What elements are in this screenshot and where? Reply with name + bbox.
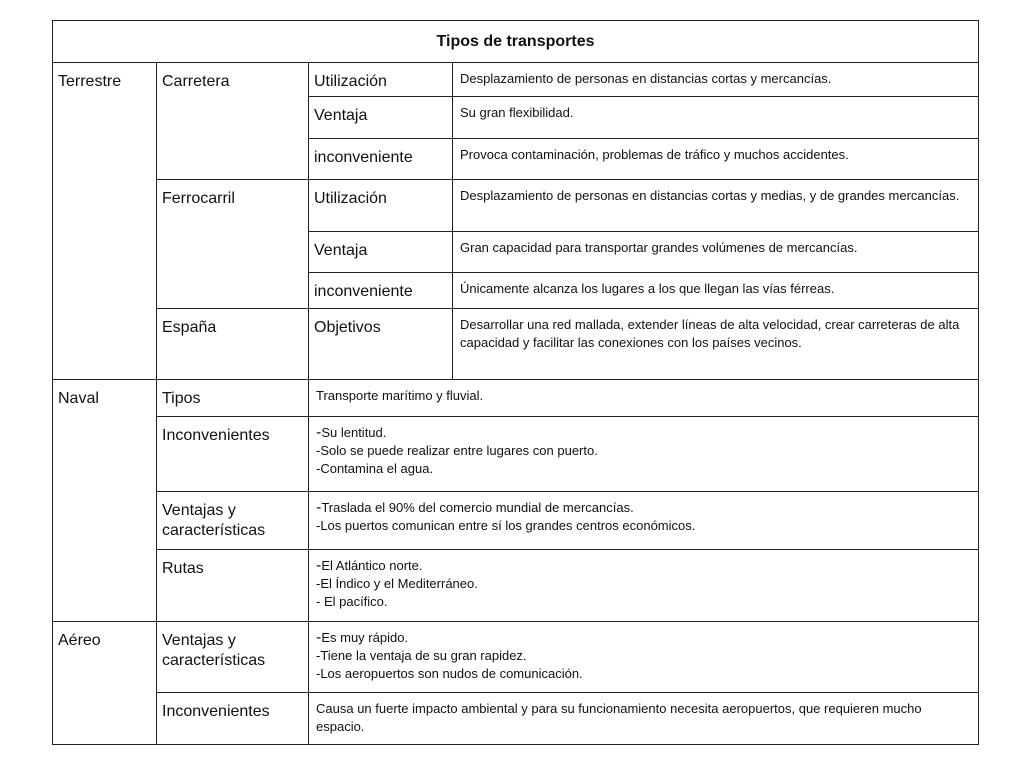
list-item: -Tiene la ventaja de su gran rapidez. [316, 648, 527, 663]
list-item: - El pacífico. [316, 594, 388, 609]
aspect-label: Ventajas y características [157, 622, 309, 693]
aspect-label: Utilización [309, 63, 453, 97]
table-title: Tipos de transportes [53, 21, 979, 63]
aspect-description: Desarrollar una red mallada, extender líneas de alta velocidad, crear carreteras de alta capacidad y facilitar las conexiones con los países vecinos. [453, 309, 979, 380]
list-item: -Contamina el agua. [316, 461, 434, 476]
list-item: -El Índico y el Mediterráneo. [316, 576, 478, 591]
category-terrestre: Terrestre [53, 63, 157, 380]
category-aereo: Aéreo [53, 622, 157, 745]
aspect-description: Causa un fuerte impacto ambiental y para su funcionamiento necesita aeropuertos, que requieren mucho espacio. [309, 693, 979, 745]
table-row [53, 492, 979, 550]
aspect-description: Desplazamiento de personas en distancias cortas y medias, y de grandes mercancías. [453, 180, 979, 232]
list-item: -Solo se puede realizar entre lugares con puerto. [316, 443, 598, 458]
aspect-label: Inconvenientes [157, 693, 309, 745]
aspect-description: Únicamente alcanza los lugares a los que llegan las vías férreas. [453, 273, 979, 309]
transport-types-table [52, 20, 979, 745]
aspect-label: Utilización [309, 180, 453, 232]
aspect-label: Rutas [157, 550, 309, 622]
aspect-label: Ventaja [309, 232, 453, 273]
table-row [53, 63, 979, 97]
aspect-label: Objetivos [309, 309, 453, 380]
list-item: -Su lentitud. [316, 424, 387, 441]
aspect-label: Tipos [157, 380, 309, 417]
table-row [53, 550, 979, 622]
aspect-description: Su gran flexibilidad. [453, 97, 979, 139]
list-item: -Traslada el 90% del comercio mundial de mercancías. [316, 499, 634, 516]
subcategory-carretera: Carretera [157, 63, 309, 180]
aspect-label: Ventajas y características [157, 492, 309, 550]
subcategory-ferrocarril: Ferrocarril [157, 180, 309, 309]
aspect-description: Gran capacidad para transportar grandes volúmenes de mercancías. [453, 232, 979, 273]
aspect-list [309, 417, 979, 492]
subcategory-espana: España [157, 309, 309, 380]
list-item: -El Atlántico norte. [316, 557, 423, 574]
table-row [53, 693, 979, 745]
table-row [53, 622, 979, 693]
aspect-list [309, 492, 979, 550]
aspect-label: Inconvenientes [157, 417, 309, 492]
list-item: -Es muy rápido. [316, 629, 409, 646]
table-row [53, 380, 979, 417]
table-row [53, 417, 979, 492]
list-item: -Los puertos comunican entre sí los grandes centros económicos. [316, 518, 696, 533]
aspect-description: Transporte marítimo y fluvial. [309, 380, 979, 417]
aspect-list [309, 550, 979, 622]
aspect-list [309, 622, 979, 693]
aspect-label: inconveniente [309, 273, 453, 309]
table-header-row [53, 21, 979, 63]
category-naval: Naval [53, 380, 157, 622]
aspect-description: Desplazamiento de personas en distancias cortas y mercancías. [453, 63, 979, 97]
aspect-description: Provoca contaminación, problemas de tráfico y muchos accidentes. [453, 139, 979, 180]
table-row [53, 180, 979, 232]
list-item: -Los aeropuertos son nudos de comunicación. [316, 666, 583, 681]
aspect-label: Ventaja [309, 97, 453, 139]
aspect-label: inconveniente [309, 139, 453, 180]
table-row [53, 309, 979, 380]
